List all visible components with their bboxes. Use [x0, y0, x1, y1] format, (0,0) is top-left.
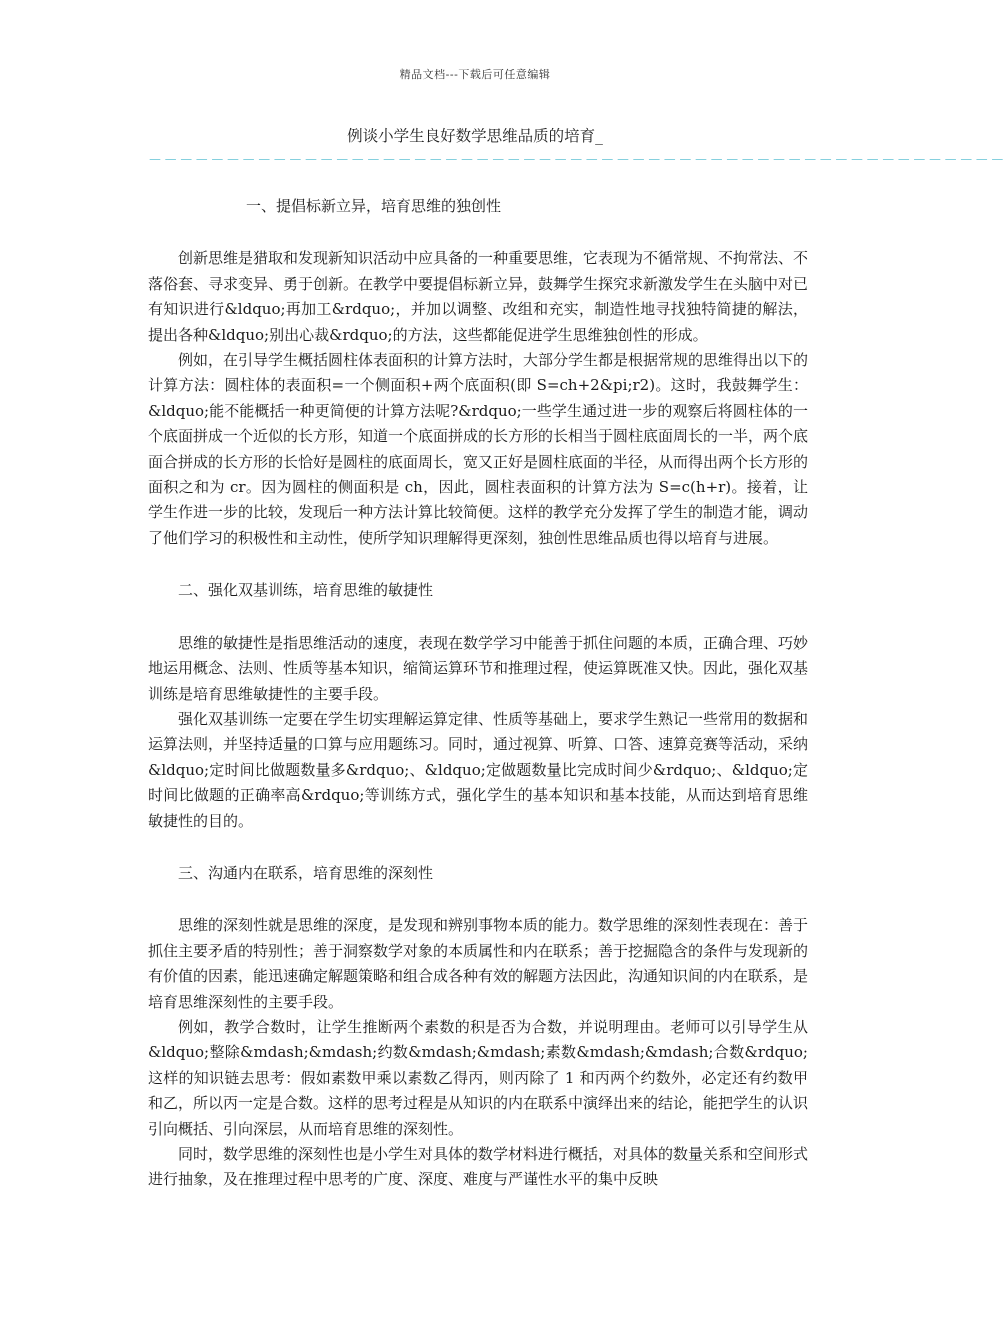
body-paragraph: 例如，在引导学生概括圆柱体表面积的计算方法时，大部分学生都是根据常规的思维得出以下的计算方法：圆柱体的表面积=一个侧面积+两个底面积(即 S=ch+2&pi;r2)。这时，我鼓舞学生：&ldquo;能不能概括一种更简便的计算方法呢?&rdquo;一些学生通过进一步的观察后将圆柱体的一个底面拼成一个近似的长方形，知道一个底面拼成的长方形的长相当于圆柱底面周长的一半，两个底面合拼成的长方形的长恰好是圆柱的底面周长，宽又正好是圆柱底面的半径，从而得出两个长方形的面积之和为 cr。因为圆柱的侧面积是 ch，因此，圆柱表面积的计算方法为 S=c(h+r)。接着，让学生作进一步的比较，发现后一种方法计算比较简便。这样的教学充分发挥了学生的制造才能，调动了他们学习的积极性和主动性，使所学知识理解得更深刻，独创性思维品质也得以培育与进展。: [148, 351, 809, 547]
document-body: [148, 194, 808, 1193]
section-heading: 三、沟通内在联系，培育思维的深刻性: [178, 863, 434, 882]
body-paragraph: 思维的敏捷性是指思维活动的速度，表现在数学学习中能善于抓住问题的本质，正确合理、巧妙地运用概念、法则、性质等基本知识，缩简运算环节和推理过程，使运算既准又快。因此，强化双基训练是培育思维敏捷性的主要手段。: [148, 633, 809, 703]
document-title: 例谈小学生良好数学思维品质的培育_: [347, 127, 603, 145]
section-heading: 一、提倡标新立异，培育思维的独创性: [246, 197, 502, 215]
body-paragraph: 创新思维是猎取和发现新知识活动中应具备的一种重要思维，它表现为不循常规、不拘常法、不落俗套、寻求变异、勇于创新。在教学中要提倡标新立异，鼓舞学生探究求新激发学生在头脑中对已有知识进行&ldquo;再加工&rdquo;，并加以调整、改组和充实，制造性地寻找独特简捷的解法，提出各种&ldquo;别出心裁&rdquo;的方法，这些都能促进学生思维独创性的形成。: [148, 249, 809, 344]
header-note: 精品文档---下载后可任意编辑: [399, 68, 551, 81]
section-heading: 二、强化双基训练，培育思维的敏捷性: [178, 581, 434, 600]
body-paragraph: 强化双基训练一定要在学生切实理解运算定律、性质等基础上，要求学生熟记一些常用的数据和运算法则，并坚持适量的口算与应用题练习。同时，通过视算、听算、口答、速算竞赛等活动，采纳&ldquo;定时间比做题数量多&rdquo;、&ldquo;定做题数量比完成时间少&rdquo;、&ldquo;定时间比做题的正确率高&rdquo;等训练方式，强化学生的基本知识和基本技能，从而达到培育思维敏捷性的目的。: [148, 709, 809, 830]
title-underline-rule: －－－－－－－－－－－－－－－－－－－－－－－－－－－－－－－－－－－－－－－－－－－－－－－－－－－－－－－: [148, 153, 1006, 169]
body-paragraph: 例如，教学合数时，让学生推断两个素数的积是否为合数，并说明理由。老师可以引导学生从&ldquo;整除&mdash;&mdash;约数&mdash;&mdash;素数&mdash;&mdash;合数&rdquo;这样的知识链去思考：假如素数甲乘以素数乙得丙，则丙除了 1 和丙两个约数外，必定还有约数甲和乙，所以丙一定是合数。这样的思考过程是从知识的内在联系中演绎出来的结论，能把学生的认识引向概括、引向深层，从而培育思维的深刻性。: [148, 1017, 809, 1138]
body-paragraph: 同时，数学思维的深刻性也是小学生对具体的数学材料进行概括，对具体的数量关系和空间形式进行抽象，及在推理过程中思考的广度、深度、难度与严谨性水平的集中反映: [148, 1145, 809, 1189]
body-paragraph: 思维的深刻性就是思维的深度，是发现和辨别事物本质的能力。数学思维的深刻性表现在：善于抓住主要矛盾的特别性；善于洞察数学对象的本质属性和内在联系；善于挖掘隐含的条件与发现新的有价值的因素，能迅速确定解题策略和组合成各种有效的解题方法因此，沟通知识间的内在联系，是培育思维深刻性的主要手段。: [148, 916, 809, 1011]
